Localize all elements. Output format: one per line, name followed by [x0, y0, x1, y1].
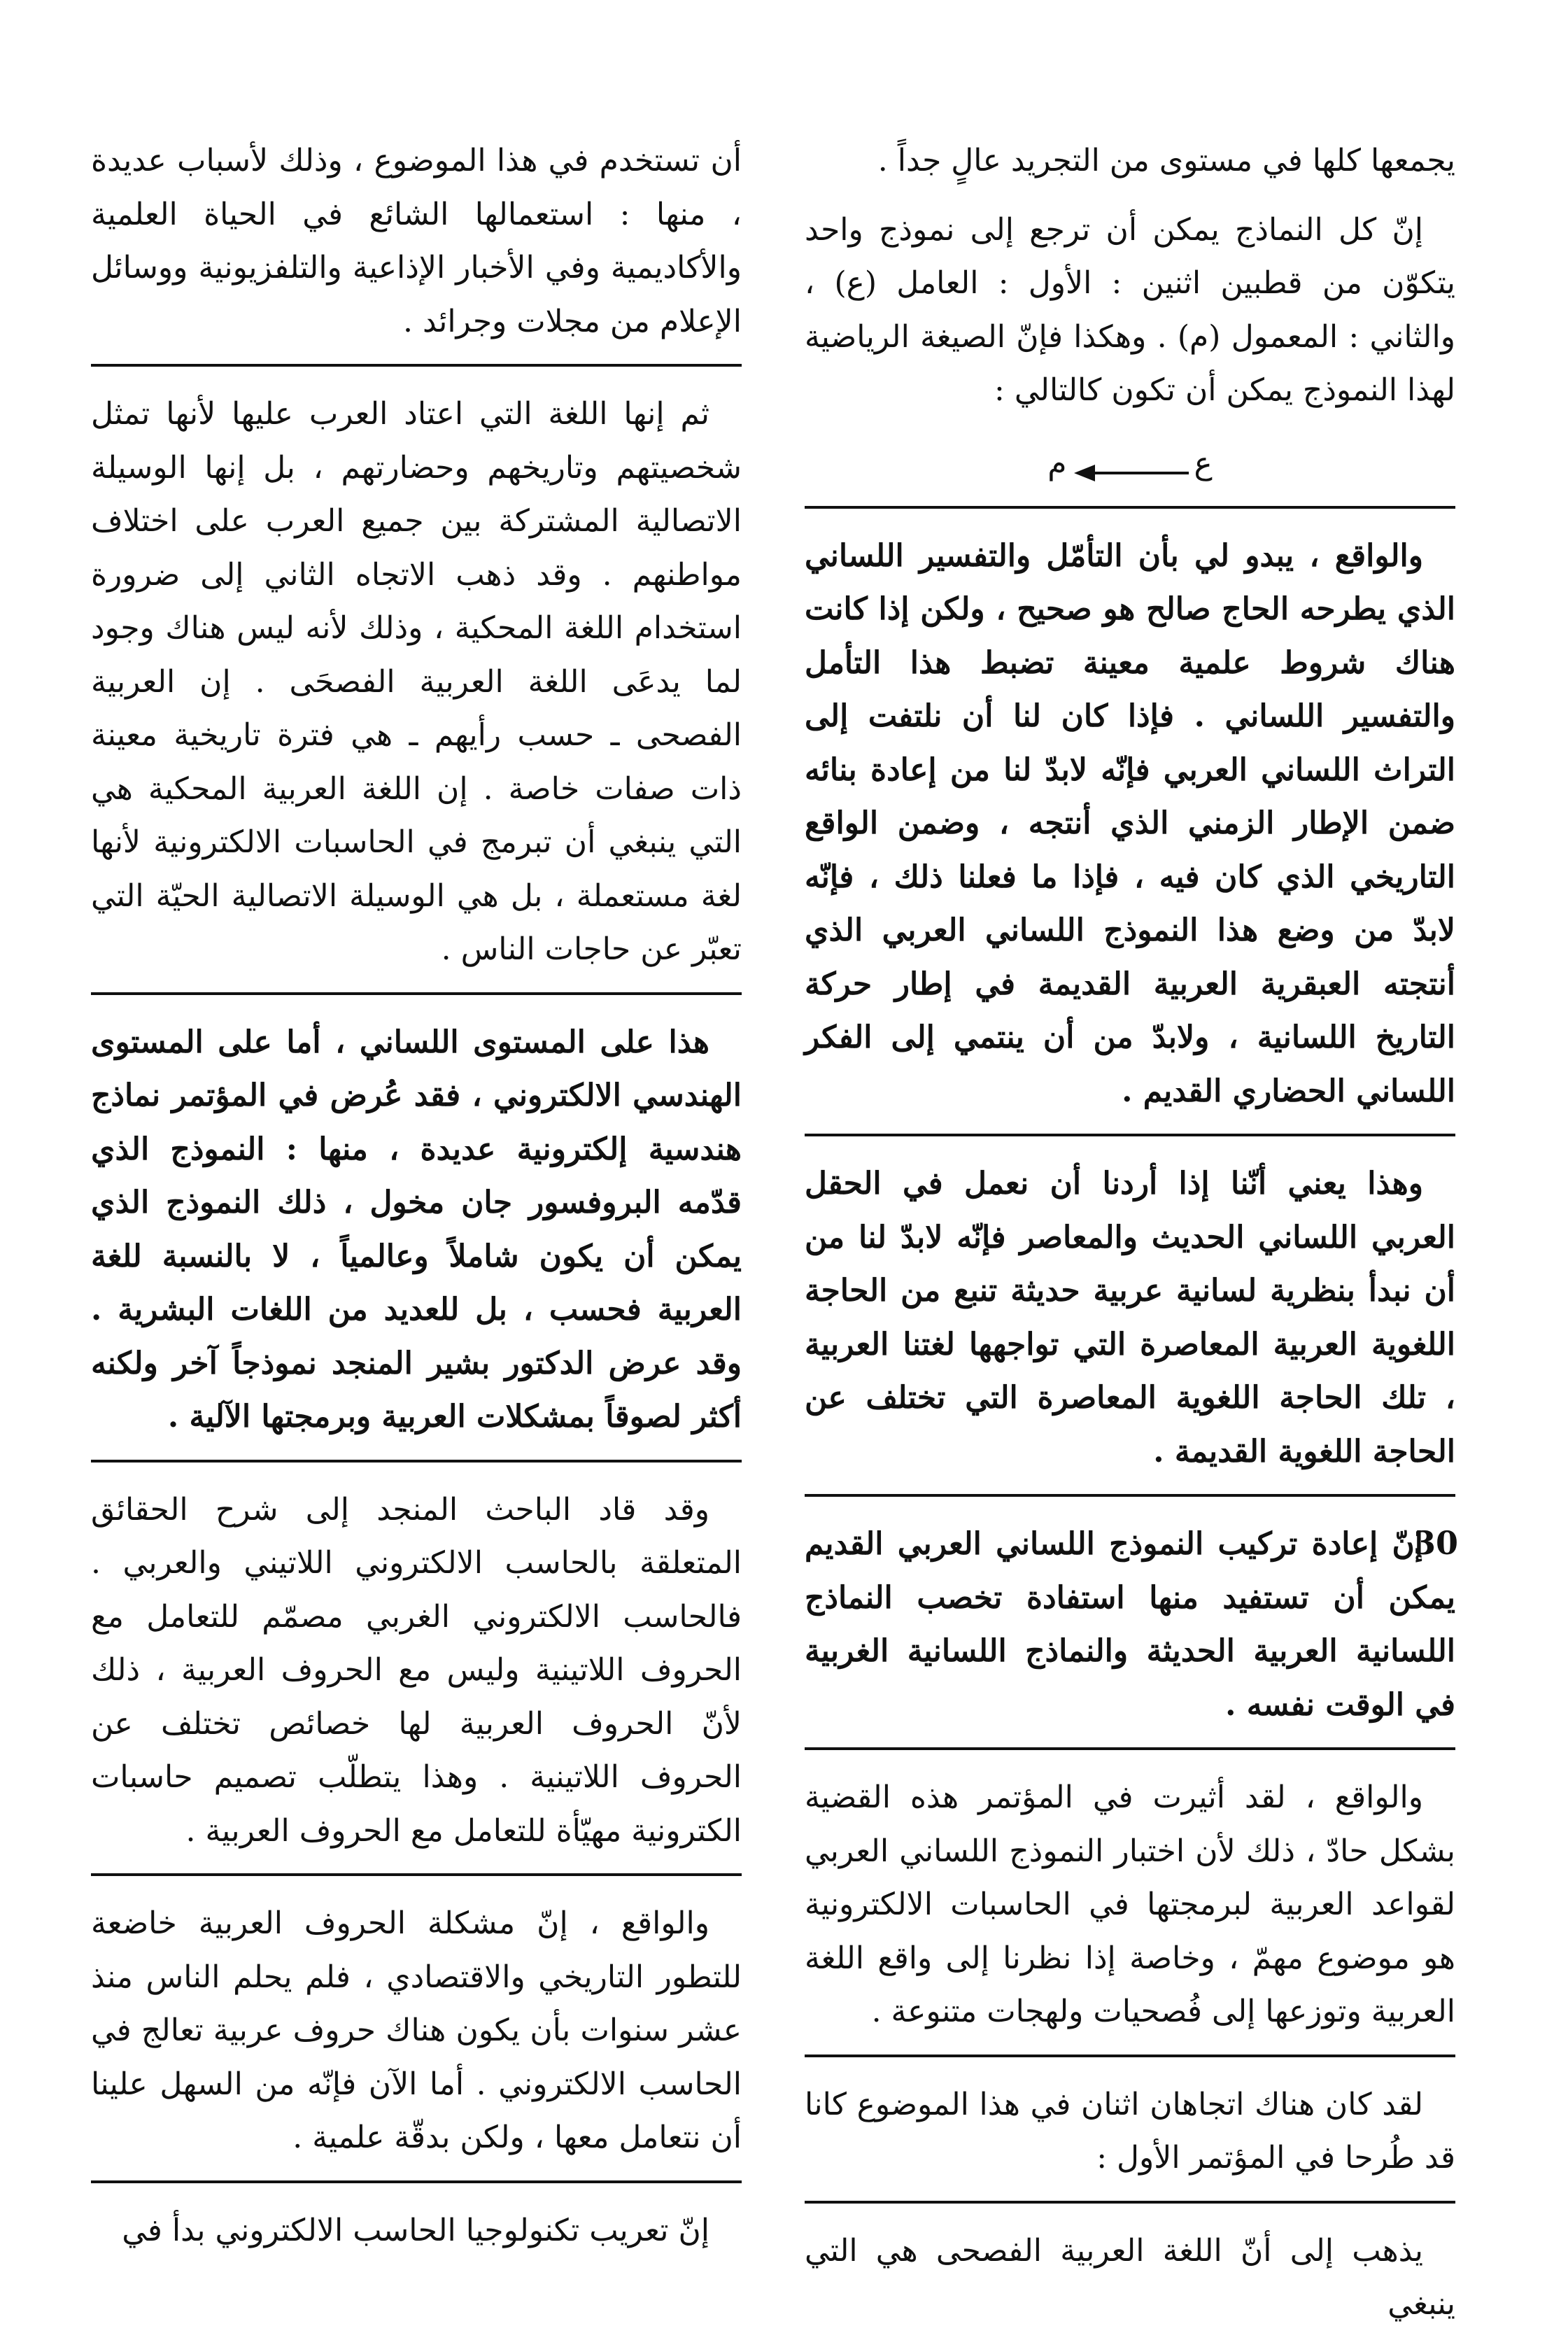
divider — [91, 364, 742, 367]
left-column — [91, 134, 742, 2273]
divider — [91, 2180, 742, 2183]
divider — [805, 1134, 1455, 1136]
right-column — [805, 134, 1455, 2347]
divider — [805, 1747, 1455, 1750]
paragraph: هذا على المستوى اللساني ، أما على المستوى الهندسي الالكتروني ، فقد عُرض في المؤتمر نماذج هندسية إلكترونية عديدة ، منها : النموذج الذي قدّمه البروفسور جان مخول ، ذلك النموذج الذي يمكن أن يكون شاملاً وعالمياً ، لا بالنسبة للغة العربية فحسب ، بل للعديد من اللغات البشرية . وقد عرض الدكتور بشير المنجد نموذجاً آخر ولكنه أكثر لصوقاً بمشكلات العربية وبرمجتها الآلية . — [91, 1024, 742, 1435]
paragraph: يجمعها كلها في مستوى من التجريد عالٍ جداً . — [877, 143, 1455, 178]
divider — [805, 2054, 1455, 2057]
paragraph: ثم إنها اللغة التي اعتاد العرب عليها لأنها تمثل شخصيتهم وتاريخهم وحضارتهم ، بل إنها الوسيلة الاتصالية المشتركة بين جميع العرب على اختلاف مواطنهم . وقد ذهب الاتجاه الثاني إلى ضرورة استخدام اللغة المحكية ، وذلك لأنه ليس هناك وجود لما يدعَى اللغة العربية الفصحَى . إن العربية الفصحى ـ حسب رأيهم ـ هي فترة تاريخية معينة ذات صفات خاصة . إن اللغة العربية المحكية هي التي ينبغي أن تبرمج في الحاسبات الالكترونية لأنها لغة مستعملة ، بل هي الوسيلة الاتصالية الحيّة التي تعبّر عن حاجات الناس . — [91, 396, 742, 967]
divider — [91, 992, 742, 995]
divider — [805, 1494, 1455, 1497]
paragraph: إنّ إعادة تركيب النموذج اللساني العربي القديم يمكن أن تستفيد منها استفادة تخصب النماذج اللسانية العربية الحديثة والنماذج اللسانية الغربية في الوقت نفسه . — [805, 1526, 1455, 1723]
paragraph: لقد كان هناك اتجاهان اثنان في هذا الموضوع كانا قد طُرحا في المؤتمر الأول : — [805, 2086, 1455, 2176]
formula-model — [805, 433, 1455, 496]
paragraph: والواقع ، يبدو لي بأن التأمّل والتفسير اللساني الذي يطرحه الحاج صالح هو صحيح ، ولكن إذا كانت هناك شروط علمية معينة تضبط هذا التأمل والتفسير اللساني . فإذا كان لنا أن نلتفت إلى التراث اللساني العربي فإنّه لابدّ لنا من إعادة بنائه ضمن الإطار الزمني الذي أنتجه ، وضمن الواقع التاريخي الذي كان فيه ، فإذا ما فعلنا ذلك ، فإنّه لابدّ من وضع هذا النموذج اللساني العربي الذي أنتجته العبقرية العربية القديمة في إطار حركة التاريخ اللسانية ، ولابدّ من أن ينتمي إلى الفكر اللساني الحضاري القديم . — [805, 537, 1455, 1109]
paragraph: وقد قاد الباحث المنجد إلى شرح الحقائق المتعلقة بالحاسب الالكتروني اللاتيني والعربي . فالحاسب الالكتروني الغربي مصمّم للتعامل مع الحروف اللاتينية وليس مع الحروف العربية ، ذلك لأنّ الحروف العربية لها خصائص تختلف عن الحروف اللاتينية . وهذا يتطلّب تصميم حاسبات الكترونية مهيّأة للتعامل مع الحروف العربية . — [91, 1491, 742, 1849]
paragraph: وهذا يعني أنّنا إذا أردنا أن نعمل في الحقل العربي اللساني الحديث والمعاصر فإنّه لابدّ لنا من أن نبدأ بنظرية لسانية عربية حديثة تنبع من الحاجة اللغوية العربية المعاصرة التي تواجهها لغتنا العربية ، تلك الحاجة اللغوية المعاصرة التي تختلف عن الحاجة اللغوية القديمة . — [805, 1166, 1455, 1469]
divider — [91, 1873, 742, 1876]
divider — [805, 506, 1455, 509]
formula-symbol-agent: ع — [1194, 446, 1213, 482]
divider — [805, 2201, 1455, 2204]
page-number: 30 — [1413, 1524, 1459, 1562]
paragraph: يذهب إلى أنّ اللغة العربية الفصحى هي التي ينبغي — [805, 2232, 1455, 2322]
paragraph: إنّ كل النماذج يمكن أن ترجع إلى نموذج واحد يتكوّن من قطبين اثنين : الأول : العامل (ع) ، والثاني : المعمول (م) . وهكذا فإنّ الصيغة الرياضية لهذا النموذج يمكن أن تكون كالتالي : — [805, 211, 1455, 408]
divider — [91, 1460, 742, 1463]
paragraph: والواقع ، إنّ مشكلة الحروف العربية خاضعة للتطور التاريخي والاقتصادي ، فلم يحلم الناس منذ عشر سنوات بأن يكون هناك حروف عربية تعالج في الحاسب الالكتروني . أما الآن فإنّه من السهل علينا أن نتعامل معها ، ولكن بدقّة علمية . — [91, 1905, 742, 2155]
paragraph: والواقع ، لقد أثيرت في المؤتمر هذه القضية بشكل حادّ ، ذلك لأن اختبار النموذج اللساني العربي لقواعد العربية لبرمجتها في الحاسبات الالكترونية هو موضوع مهمّ ، وخاصة إذا نظرنا إلى واقع اللغة العربية وتوزعها إلى فُصحيات ولهجات متنوعة . — [805, 1779, 1455, 2029]
left-arrow-icon — [1071, 451, 1190, 479]
formula-symbol-patient: م — [1047, 446, 1067, 482]
paragraph: أن تستخدم في هذا الموضوع ، وذلك لأسباب عديدة ، منها : استعمالها الشائع في الحياة العلمية والأكاديمية وفي الأخبار الإذاعية والتلفزيونية ووسائل الإعلام من مجلات وجرائد . — [91, 143, 742, 339]
paragraph: إنّ تعريب تكنولوجيا الحاسب الالكتروني بدأ في — [122, 2212, 709, 2248]
